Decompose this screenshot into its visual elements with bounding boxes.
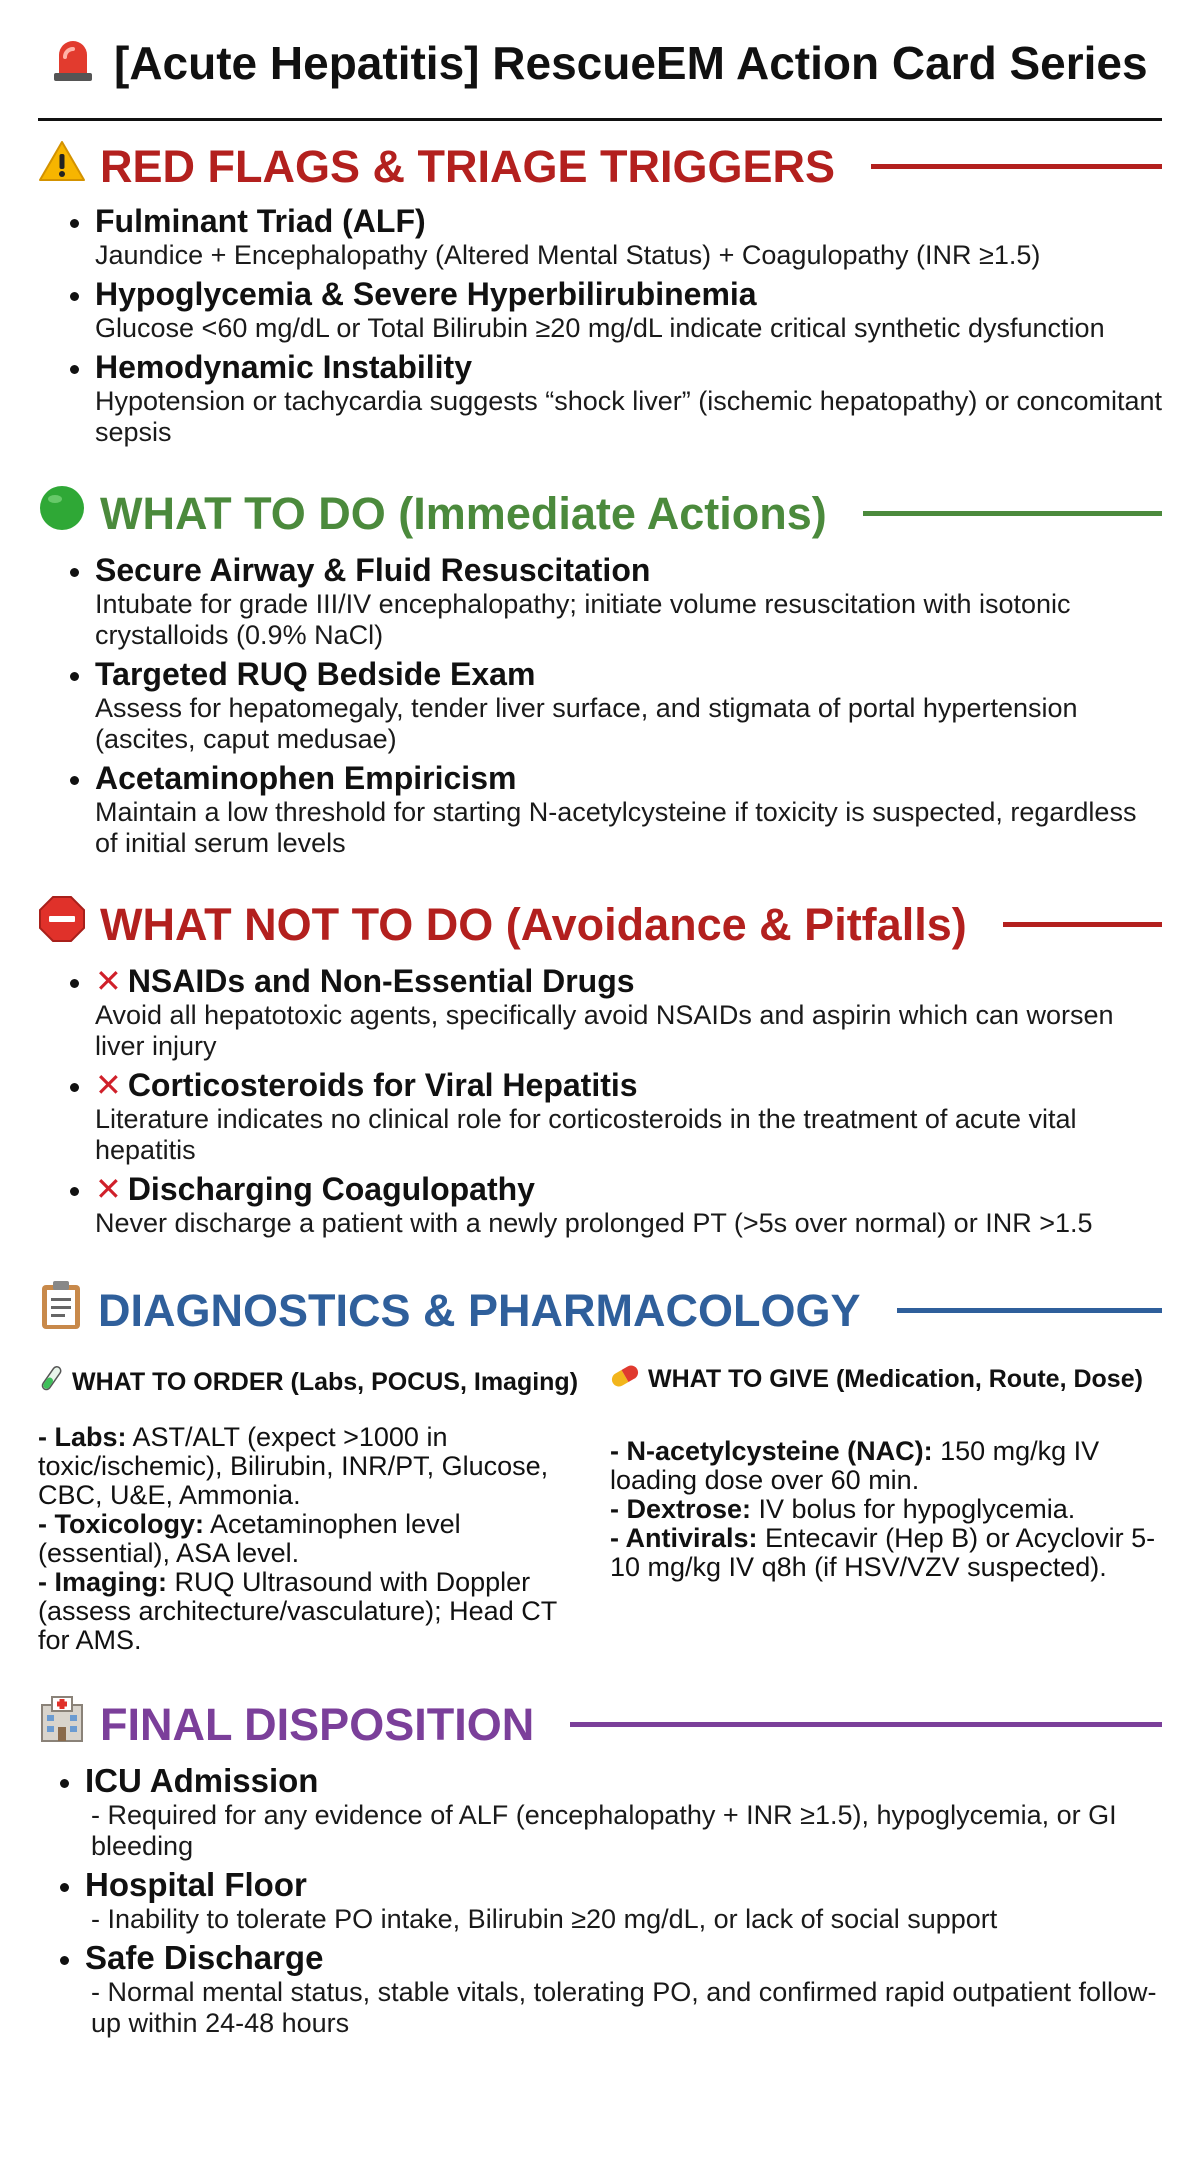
item-title: Hemodynamic Instability [95, 349, 472, 385]
red-flags-heading-text: RED FLAGS & TRIAGE TRIGGERS [100, 140, 836, 192]
give-heading [610, 1364, 1162, 1395]
order-line-text: AST/ALT (expect >1000 in toxic/ischemic), Bilirubin, INR/PT, Glucose, CBC, U&E, Ammonia. [38, 1422, 549, 1510]
give-line-text: 150 mg/kg IV loading dose over 60 min. [610, 1436, 1100, 1495]
cross-mark-icon: ✕ [95, 1067, 122, 1103]
give-line-label: - Dextrose: [610, 1494, 752, 1524]
diagnostics-heading [38, 1279, 1162, 1342]
list-item [60, 1939, 1162, 2039]
clipboard-icon [38, 1279, 84, 1342]
section-what-not-to-do [38, 895, 1162, 1239]
disposition-list [38, 1762, 1162, 2039]
hospital-icon [38, 1695, 86, 1754]
red-flags-heading [38, 139, 1162, 194]
cross-mark-icon: ✕ [95, 1171, 122, 1207]
order-line-text: RUQ Ultrasound with Doppler (assess architecture/vasculature); Head CT for AMS. [38, 1567, 557, 1655]
siren-icon [50, 33, 96, 94]
what-to-do-rule [863, 511, 1162, 516]
section-diagnostics [38, 1279, 1162, 1655]
give-line-text: Entecavir (Hep B) or Acyclovir 5-10 mg/kg IV q8h (if HSV/VZV suspected). [610, 1523, 1156, 1582]
item-title: Acetaminophen Empiricism [95, 760, 517, 796]
order-line [38, 1510, 590, 1568]
order-line-label: - Imaging: [38, 1567, 167, 1597]
item-title-text: Discharging Coagulopathy [127, 1171, 535, 1207]
give-column [610, 1364, 1162, 1655]
item-desc: Avoid all hepatotoxic agents, specifically avoid NSAIDs and aspirin which can worsen liver injury [95, 1000, 1114, 1061]
list-item [70, 551, 1162, 651]
list-item [70, 275, 1162, 344]
item-desc: Intubate for grade III/IV encephalopathy; initiate volume resuscitation with isotonic crystalloids (0.9% NaCl) [95, 589, 1071, 650]
item-title: Hospital Floor [85, 1866, 307, 1903]
what-not-rule [1003, 922, 1162, 927]
give-line [610, 1524, 1162, 1582]
red-flags-rule [871, 164, 1162, 169]
order-body [38, 1423, 590, 1655]
order-heading-text: WHAT TO ORDER (Labs, POCUS, Imaging) [72, 1368, 579, 1396]
give-heading-text: WHAT TO GIVE (Medication, Route, Dose) [648, 1365, 1143, 1393]
what-not-heading [38, 895, 1162, 954]
order-line [38, 1423, 590, 1510]
pill-icon [610, 1364, 640, 1395]
what-to-do-heading [38, 484, 1162, 543]
disposition-rule [570, 1722, 1162, 1727]
section-disposition [38, 1695, 1162, 2039]
disposition-heading-text: FINAL DISPOSITION [100, 1698, 535, 1750]
item-desc: Glucose <60 mg/dL or Total Bilirubin ≥20 mg/dL indicate critical synthetic dysfunction [95, 313, 1105, 343]
stop-sign-icon [38, 895, 86, 954]
item-desc: Jaundice + Encephalopathy (Altered Mental Status) + Coagulopathy (INR ≥1.5) [95, 240, 1041, 270]
what-to-do-list [38, 551, 1162, 859]
what-to-do-heading-text: WHAT TO DO (Immediate Actions) [100, 487, 827, 539]
item-title-text: Corticosteroids for Viral Hepatitis [127, 1067, 638, 1103]
item-title: Secure Airway & Fluid Resuscitation [95, 552, 651, 588]
give-line-label: - N-acetylcysteine (NAC): [610, 1436, 933, 1466]
title-text: [Acute Hepatitis] RescueEM Action Card Series [114, 37, 1148, 89]
order-line [38, 1568, 590, 1655]
item-desc: - Inability to tolerate PO intake, Bilirubin ≥20 mg/dL, or lack of social support [91, 1904, 998, 1934]
list-item [70, 348, 1162, 448]
page-title [38, 8, 1162, 121]
cross-mark-icon: ✕ [95, 963, 122, 999]
order-line-label: - Toxicology: [38, 1509, 204, 1539]
list-item [70, 962, 1162, 1062]
section-what-to-do [38, 484, 1162, 859]
list-item [70, 202, 1162, 271]
give-line-text: IV bolus for hypoglycemia. [751, 1494, 1076, 1524]
action-card [0, 8, 1200, 2158]
item-title-text: NSAIDs and Non-Essential Drugs [127, 963, 635, 999]
list-item [70, 759, 1162, 859]
order-heading [38, 1364, 590, 1401]
item-title: ICU Admission [85, 1762, 319, 1799]
item-title: Hypoglycemia & Severe Hyperbilirubinemia [95, 276, 757, 312]
section-red-flags [38, 139, 1162, 448]
item-desc: Maintain a low threshold for starting N-acetylcysteine if toxicity is suspected, regardless of initial serum levels [95, 797, 1137, 858]
item-title: Fulminant Triad (ALF) [95, 203, 426, 239]
list-item [70, 1170, 1162, 1239]
diagnostics-columns [38, 1364, 1162, 1655]
item-desc: Assess for hepatomegaly, tender liver surface, and stigmata of portal hypertension (ascites, caput medusae) [95, 693, 1078, 754]
item-desc: Literature indicates no clinical role for corticosteroids in the treatment of acute vital hepatitis [95, 1104, 1077, 1165]
order-line-text: Acetaminophen level (essential), ASA level. [38, 1509, 461, 1568]
item-desc: - Required for any evidence of ALF (encephalopathy + INR ≥1.5), hypoglycemia, or GI bleeding [91, 1800, 1117, 1861]
test-tube-icon [38, 1364, 64, 1401]
order-line-label: - Labs: [38, 1422, 127, 1452]
disposition-heading [38, 1695, 1162, 1754]
give-line [610, 1495, 1162, 1524]
give-body [610, 1437, 1162, 1582]
item-title [95, 962, 1162, 1000]
item-desc: Hypotension or tachycardia suggests “shock liver” (ischemic hepatopathy) or concomitant sepsis [95, 386, 1162, 447]
list-item [70, 655, 1162, 755]
list-item [60, 1866, 1162, 1935]
item-title [95, 1066, 1162, 1104]
item-title [95, 1170, 1162, 1208]
item-desc: Never discharge a patient with a newly prolonged PT (>5s over normal) or INR >1.5 [95, 1208, 1093, 1238]
item-title: Safe Discharge [85, 1939, 324, 1976]
diagnostics-rule [897, 1308, 1162, 1313]
red-flags-list [38, 202, 1162, 448]
give-line [610, 1437, 1162, 1495]
list-item [60, 1762, 1162, 1862]
list-item [70, 1066, 1162, 1166]
what-not-list [38, 962, 1162, 1239]
green-circle-icon [38, 484, 86, 543]
give-line-label: - Antivirals: [610, 1523, 758, 1553]
diagnostics-heading-text: DIAGNOSTICS & PHARMACOLOGY [98, 1284, 861, 1336]
order-column [38, 1364, 590, 1655]
what-not-heading-text: WHAT NOT TO DO (Avoidance & Pitfalls) [100, 898, 967, 950]
item-desc: - Normal mental status, stable vitals, tolerating PO, and confirmed rapid outpatient follow-up within 24-48 hours [91, 1977, 1157, 2038]
item-title: Targeted RUQ Bedside Exam [95, 656, 536, 692]
warning-icon [38, 139, 86, 194]
